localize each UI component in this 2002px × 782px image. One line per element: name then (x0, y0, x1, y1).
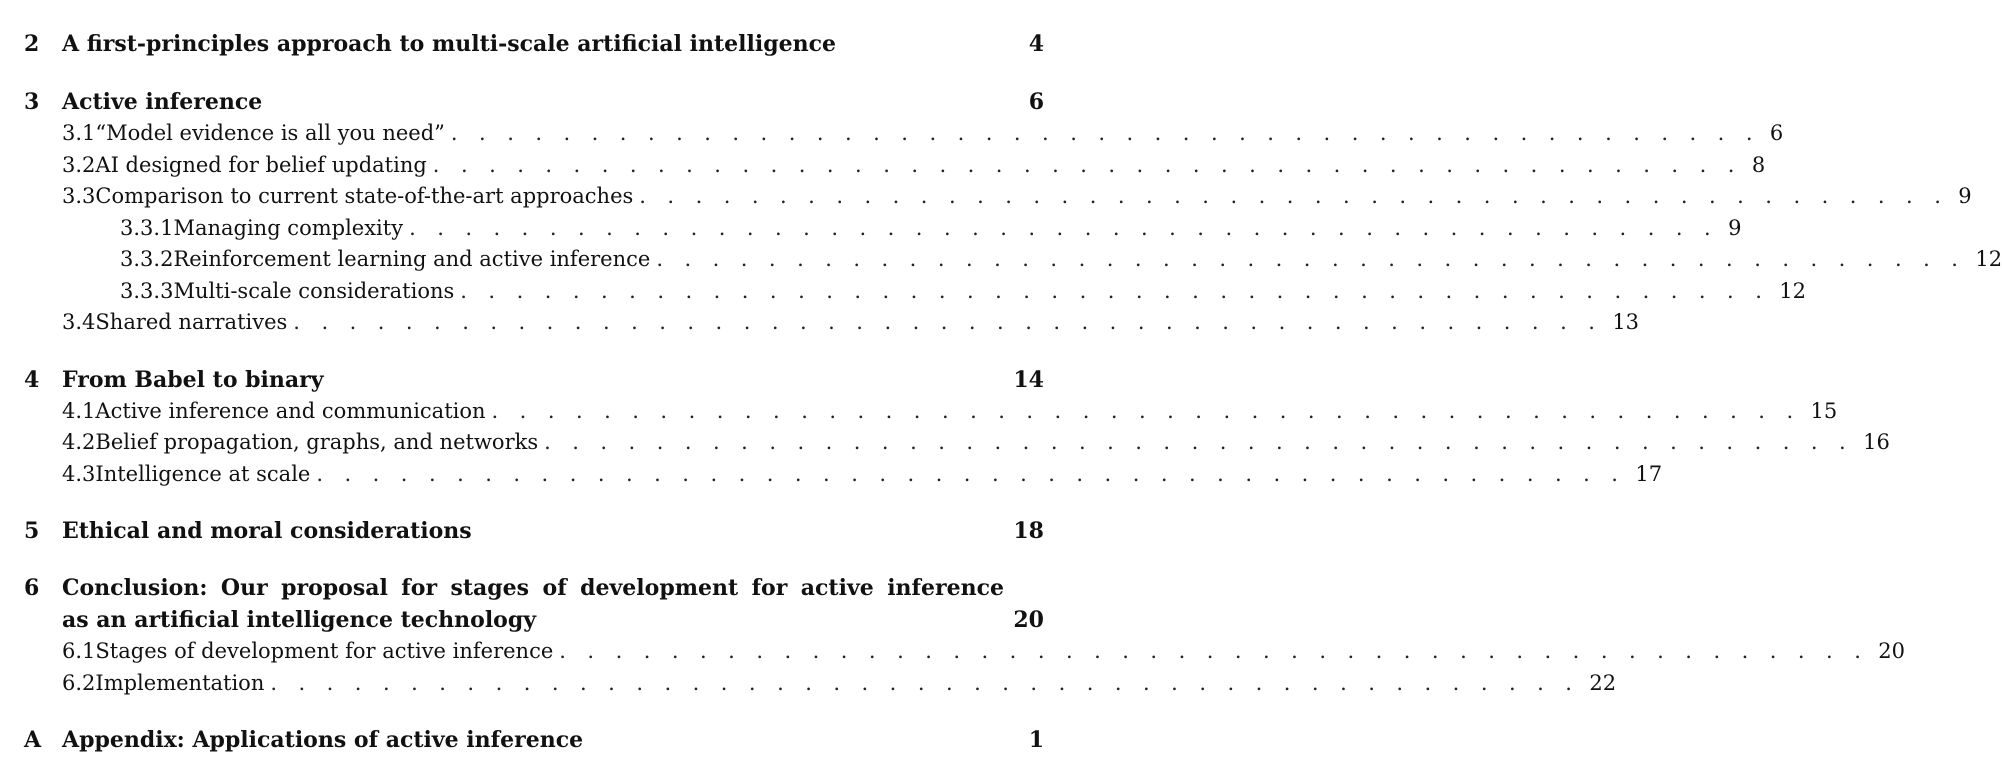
entry-number: 4.2 (62, 430, 96, 454)
entry-number: 3.3.3 (120, 278, 174, 303)
entry-number: 3.3.2 (120, 247, 174, 271)
toc-entry-3-3[interactable] (24, 181, 1972, 213)
page-number: 4 (1028, 31, 1044, 57)
entry-title: Shared narratives (95, 310, 288, 334)
toc-entry-3-3-1[interactable] (24, 213, 1742, 245)
page-number: 20 (1878, 639, 1906, 663)
toc-entry-3-1[interactable] (24, 118, 1784, 150)
toc-section-6[interactable] (24, 572, 1044, 636)
toc-entry-3-3-2[interactable] (24, 244, 2002, 276)
toc-entry-6-1[interactable] (24, 636, 1906, 668)
section-title: From Babel to binary (62, 366, 324, 393)
page-number: 16 (1863, 430, 1890, 454)
page-number: 12 (1975, 247, 2002, 271)
dot-leader: . . . . . . . . . . . . . . . . . . . . . . . . . . . . . . . . . . . . . . . . . . . . . . . (656, 247, 1966, 271)
page-number: 15 (1810, 398, 1838, 423)
section-title-line-1: Conclusion: Our proposal for stages of development for active inference (62, 575, 1004, 601)
entry-number: 3.1 (62, 121, 96, 145)
entry-title: “Model evidence is all you need” (95, 121, 445, 145)
table-of-contents (24, 28, 2002, 756)
section-number: 3 (24, 89, 40, 115)
entry-number: 3.4 (62, 310, 96, 334)
dot-leader: . . . . . . . . . . . . . . . . . . . . . . . . . . . . . . . . . . . . . . . . . . . . . . . (316, 461, 1626, 486)
toc-entry-3-3-3[interactable] (24, 276, 1807, 308)
entry-number: 3.3.1 (120, 215, 174, 240)
section-number: 6 (24, 575, 40, 601)
entry-number: 6.1 (62, 639, 96, 663)
page-number: 20 (1013, 607, 1044, 633)
dot-leader: . . . . . . . . . . . . . . . . . . . . . . . . . . . . . . . . . . . . . . . . . . . . . . . (293, 310, 1603, 334)
page-number: 13 (1612, 310, 1640, 334)
entry-title: Multi-scale considerations (173, 278, 455, 303)
toc-appendix-a[interactable] (24, 724, 1044, 756)
dot-leader: . . . . . . . . . . . . . . . . . . . . . . . . . . . . . . . . . . . . . . . . . . . . . . . (409, 215, 1719, 240)
dot-leader: . . . . . . . . . . . . . . . . . . . . . . . . . . . . . . . . . . . . . . . . . . . . . . . (544, 430, 1854, 454)
entry-number: 6.2 (62, 670, 96, 695)
dot-leader: . . . . . . . . . . . . . . . . . . . . . . . . . . . . . . . . . . . . . . . . . . . . . . . (270, 670, 1580, 695)
page-number: 14 (1013, 366, 1044, 393)
section-title-line-2: as an artificial intelligence technology (62, 607, 537, 633)
entry-number: 3.3 (62, 184, 96, 208)
entry-number: 4.3 (62, 461, 96, 486)
toc-entry-4-1[interactable] (24, 396, 1838, 428)
toc-section-2[interactable] (24, 28, 1044, 60)
section-title: A first-principles approach to multi-scale artificial intelligence (62, 31, 837, 57)
entry-title: Belief propagation, graphs, and networks (95, 430, 539, 454)
section-number: 2 (24, 31, 40, 57)
section-title: Active inference (62, 89, 263, 115)
toc-entry-4-2[interactable] (24, 427, 1890, 459)
toc-entry-3-4[interactable] (24, 307, 1640, 339)
entry-title: Intelligence at scale (95, 461, 311, 486)
toc-section-5[interactable] (24, 515, 1044, 547)
page-number: 12 (1779, 278, 1807, 303)
section-number: 4 (24, 366, 40, 393)
page-number: 17 (1635, 461, 1663, 486)
page-number: 9 (1728, 215, 1742, 240)
page-number: 18 (1013, 518, 1044, 544)
section-number: 5 (24, 518, 40, 544)
page-number: 6 (1769, 121, 1784, 145)
page-number: 9 (1958, 184, 1972, 208)
entry-title: Stages of development for active inference (95, 639, 554, 663)
dot-leader: . . . . . . . . . . . . . . . . . . . . . . . . . . . . . . . . . . . . . . . . . . . . . . . (639, 184, 1949, 208)
entry-number: 3.2 (62, 152, 96, 177)
dot-leader: . . . . . . . . . . . . . . . . . . . . . . . . . . . . . . . . . . . . . . . . . . . . . . . (460, 278, 1770, 303)
entry-number: 4.1 (62, 398, 96, 423)
entry-title: Reinforcement learning and active inference (173, 247, 651, 271)
toc-section-4[interactable] (24, 364, 1044, 396)
dot-leader: . . . . . . . . . . . . . . . . . . . . . . . . . . . . . . . . . . . . . . . . . . . . . . . (491, 398, 1801, 423)
toc-entry-6-2[interactable] (24, 668, 1617, 700)
entry-title: Comparison to current state-of-the-art approaches (95, 184, 634, 208)
entry-title: AI designed for belief updating (95, 152, 427, 177)
section-title: Ethical and moral considerations (62, 518, 472, 544)
entry-title: Implementation (95, 670, 265, 695)
dot-leader: . . . . . . . . . . . . . . . . . . . . . . . . . . . . . . . . . . . . . . . . . . . . . . . (559, 639, 1869, 663)
section-title: Appendix: Applications of active inference (62, 727, 584, 753)
entry-title: Managing complexity (173, 215, 404, 240)
page-number: 22 (1589, 670, 1617, 695)
page-number: 6 (1028, 89, 1044, 115)
entry-title: Active inference and communication (95, 398, 486, 423)
toc-entry-3-2[interactable] (24, 150, 1766, 182)
page-number: 8 (1751, 152, 1766, 177)
toc-section-3[interactable] (24, 86, 1044, 118)
toc-entry-4-3[interactable] (24, 459, 1663, 491)
section-number: A (24, 727, 42, 753)
page-number: 1 (1028, 727, 1044, 753)
dot-leader: . . . . . . . . . . . . . . . . . . . . . . . . . . . . . . . . . . . . . . . . . . . . . . . (450, 121, 1760, 145)
dot-leader: . . . . . . . . . . . . . . . . . . . . . . . . . . . . . . . . . . . . . . . . . . . . . . . (432, 152, 1742, 177)
